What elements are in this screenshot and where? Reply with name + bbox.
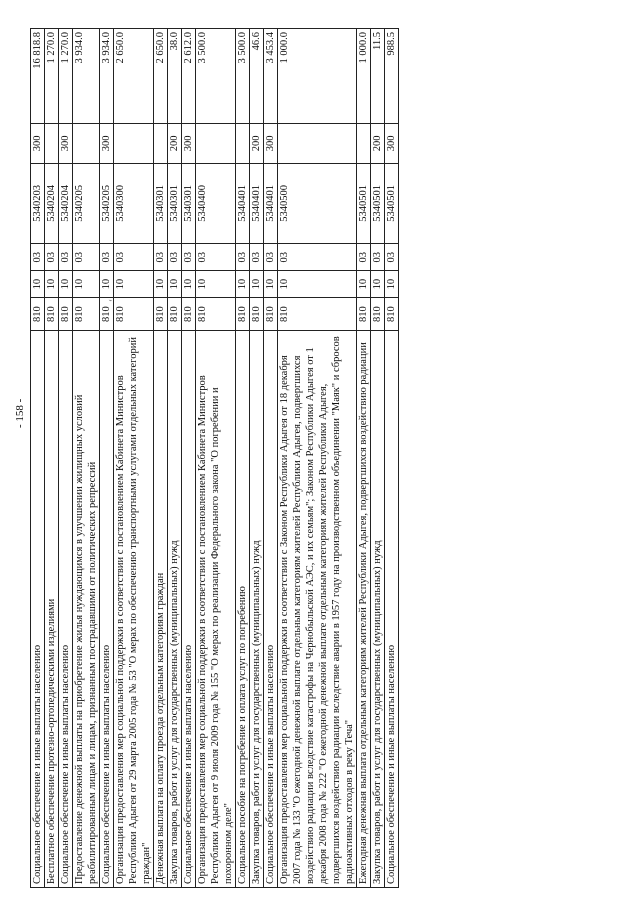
row-amount: 2 650.0: [114, 29, 154, 124]
row-target-code: 5340400: [196, 163, 236, 244]
page-number: - 158 -: [14, 398, 26, 428]
row-section: 10: [73, 271, 100, 298]
row-target-code: 5340300: [114, 163, 154, 244]
row-section: 10: [371, 271, 385, 298]
row-section: 10: [236, 271, 250, 298]
row-subsection: 03: [114, 244, 154, 271]
row-amount: 1 270.0: [59, 29, 73, 124]
row-grbs: 810: [45, 298, 59, 331]
row-subsection: 03: [264, 244, 278, 271]
row-grbs: 810: [31, 298, 45, 331]
row-expense-type: [236, 124, 250, 163]
row-target-code: 5340501: [371, 163, 385, 244]
row-target-code: 5340500: [278, 163, 357, 244]
row-subsection: 03: [278, 244, 357, 271]
row-target-code: 5340301: [168, 163, 182, 244]
row-amount: 3 934.0: [100, 29, 114, 124]
row-name: Закупка товаров, работ и услуг для государственных (муниципальных) нужд: [168, 331, 182, 888]
row-subsection: 03: [196, 244, 236, 271]
table-row: [278, 29, 357, 888]
row-section: 10: [154, 271, 168, 298]
row-target-code: 5340301: [154, 163, 168, 244]
row-name: Денежная выплата на оплату проезда отдельным категориям граждан: [154, 331, 168, 888]
row-amount: 16 818.8: [31, 29, 45, 124]
row-section: 10: [385, 271, 399, 298]
row-amount: 46.6: [250, 29, 264, 124]
row-target-code: 5340205: [100, 163, 114, 244]
row-target-code: 5340301: [182, 163, 196, 244]
row-grbs: 810: [154, 298, 168, 331]
margin-mark: ‘: [108, 298, 120, 303]
row-amount: 3 453.4: [264, 29, 278, 124]
row-section: 10: [357, 271, 371, 298]
row-section: 10: [264, 271, 278, 298]
row-amount: 2 612.0: [182, 29, 196, 124]
row-target-code: 5340401: [264, 163, 278, 244]
table-row: [357, 29, 371, 888]
row-grbs: 810: [73, 298, 100, 331]
table-row: [168, 29, 182, 888]
row-grbs: 810: [385, 298, 399, 331]
table-row: [264, 29, 278, 888]
row-subsection: 03: [59, 244, 73, 271]
row-section: 10: [250, 271, 264, 298]
row-grbs: 810: [236, 298, 250, 331]
row-name: Социальное обеспечение и иные выплаты населению: [100, 331, 114, 888]
row-subsection: 03: [385, 244, 399, 271]
row-target-code: 5340204: [45, 163, 59, 244]
row-name: Предоставление денежной выплаты на приобретение жилья нуждающимся в улучшении жилищных условий реабилитированным лицам и лицам, признанным пострадавшими от политических репрессий: [73, 331, 100, 888]
row-grbs: 810: [168, 298, 182, 331]
table-row: [196, 29, 236, 888]
row-expense-type: 200: [168, 124, 182, 163]
row-name: Бесплатное обеспечение протезно-ортопедическими изделиями: [45, 331, 59, 888]
row-name: Организация предоставления мер социальной поддержки в соответствии с Законом Республики Адыгея от 18 декабря 2007 года № 133 "О ежегодной денежной выплате отдельным категориям жителей Республики Адыгея, подвергшихся воздействию радиации вследствие катастрофы на Чернобыльской АЭС, и их семьям"; Законом Республики Адыгея от 1 декабря 2008 года № 222 "О ежегодной денежной выплате отдельным категориям жителей Республики Адыгея, подвергшихся воздействию радиации вследствие аварии в 1957 году на производственном объединении "Маяк" и сбросов радиоактивных отходов в реку Теча": [278, 331, 357, 888]
row-grbs: 810: [182, 298, 196, 331]
row-grbs: 810: [114, 298, 154, 331]
row-section: 10: [182, 271, 196, 298]
row-name: Социальное пособие на погребение и оплата услуг по погребению: [236, 331, 250, 888]
row-grbs: 810: [357, 298, 371, 331]
row-expense-type: [278, 124, 357, 163]
row-subsection: 03: [45, 244, 59, 271]
row-grbs: 810: [264, 298, 278, 331]
row-subsection: 03: [250, 244, 264, 271]
row-amount: 988.5: [385, 29, 399, 124]
row-amount: 1 000.0: [278, 29, 357, 124]
row-subsection: 03: [236, 244, 250, 271]
row-section: 10: [278, 271, 357, 298]
row-target-code: 5340203: [31, 163, 45, 244]
table-row: [154, 29, 168, 888]
row-target-code: 5340205: [73, 163, 100, 244]
row-amount: 38.0: [168, 29, 182, 124]
row-section: 10: [168, 271, 182, 298]
row-subsection: 03: [182, 244, 196, 271]
row-subsection: 03: [100, 244, 114, 271]
row-name: Организация предоставления мер социальной поддержки в соответствии с постановлением Кабинета Министров Республики Адыгея от 9 июля 2009 года № 155 "О мерах по реализации Федерального закона "О погребении и похоронном деле": [196, 331, 236, 888]
row-name: Ежегодная денежная выплата отдельным категориям жителей Республики Адыгея, подвергшихся воздействию радиации: [357, 331, 371, 888]
row-target-code: 5340204: [59, 163, 73, 244]
row-section: 10: [100, 271, 114, 298]
row-expense-type: [154, 124, 168, 163]
row-grbs: 810: [371, 298, 385, 331]
row-expense-type: [357, 124, 371, 163]
row-name: Организация предоставления мер социальной поддержки в соответствии с постановлением Кабинета Министров Республики Адыгея от 29 марта 2005 года № 53 "О мерах по обеспечению транспортными услугами отдельных категорий граждан": [114, 331, 154, 888]
row-amount: 1 270.0: [45, 29, 59, 124]
row-grbs: 810: [59, 298, 73, 331]
row-name: Социальное обеспечение и иные выплаты населению: [385, 331, 399, 888]
row-subsection: 03: [154, 244, 168, 271]
row-name: Социальное обеспечение и иные выплаты населению: [264, 331, 278, 888]
row-grbs: 810: [100, 298, 114, 331]
row-subsection: 03: [357, 244, 371, 271]
table-row: [45, 29, 59, 888]
row-section: 10: [31, 271, 45, 298]
row-name: Социальное обеспечение и иные выплаты населению: [31, 331, 45, 888]
table-row: [114, 29, 154, 888]
row-expense-type: 300: [100, 124, 114, 163]
row-amount: 3 500.0: [196, 29, 236, 124]
row-target-code: 5340401: [236, 163, 250, 244]
table-row: [100, 29, 114, 888]
row-amount: 1 000.0: [357, 29, 371, 124]
row-target-code: 5340501: [385, 163, 399, 244]
row-target-code: 5340401: [250, 163, 264, 244]
row-expense-type: 200: [371, 124, 385, 163]
row-expense-type: 300: [182, 124, 196, 163]
row-target-code: 5340501: [357, 163, 371, 244]
row-expense-type: 300: [59, 124, 73, 163]
row-expense-type: [45, 124, 59, 163]
table-row: [250, 29, 264, 888]
row-expense-type: [73, 124, 100, 163]
row-expense-type: 300: [264, 124, 278, 163]
row-name: Социальное обеспечение и иные выплаты населению: [182, 331, 196, 888]
row-amount: 3 500.0: [236, 29, 250, 124]
row-grbs: 810: [278, 298, 357, 331]
row-grbs: 810: [196, 298, 236, 331]
row-grbs: 810: [250, 298, 264, 331]
row-section: 10: [196, 271, 236, 298]
row-section: 10: [114, 271, 154, 298]
row-section: 10: [59, 271, 73, 298]
row-section: 10: [45, 271, 59, 298]
table-row: [31, 29, 45, 888]
table-row: [236, 29, 250, 888]
row-expense-type: 300: [31, 124, 45, 163]
row-expense-type: 300: [385, 124, 399, 163]
table-row: [59, 29, 73, 888]
table-row: [73, 29, 100, 888]
budget-table-body: [31, 29, 399, 888]
row-expense-type: 200: [250, 124, 264, 163]
table-row: [182, 29, 196, 888]
row-subsection: 03: [31, 244, 45, 271]
table-row: [385, 29, 399, 888]
row-amount: 11.5: [371, 29, 385, 124]
row-subsection: 03: [371, 244, 385, 271]
budget-table: [30, 28, 399, 888]
table-row: [371, 29, 385, 888]
row-expense-type: [196, 124, 236, 163]
row-name: Закупка товаров, работ и услуг для государственных (муниципальных) нужд: [250, 331, 264, 888]
row-amount: 3 934.0: [73, 29, 100, 124]
row-subsection: 03: [168, 244, 182, 271]
row-subsection: 03: [73, 244, 100, 271]
row-amount: 2 650.0: [154, 29, 168, 124]
row-name: Социальное обеспечение и иные выплаты населению: [59, 331, 73, 888]
row-name: Закупка товаров, работ и услуг для государственных (муниципальных) нужд: [371, 331, 385, 888]
row-expense-type: [114, 124, 154, 163]
budget-table-rotated: [30, 28, 590, 888]
